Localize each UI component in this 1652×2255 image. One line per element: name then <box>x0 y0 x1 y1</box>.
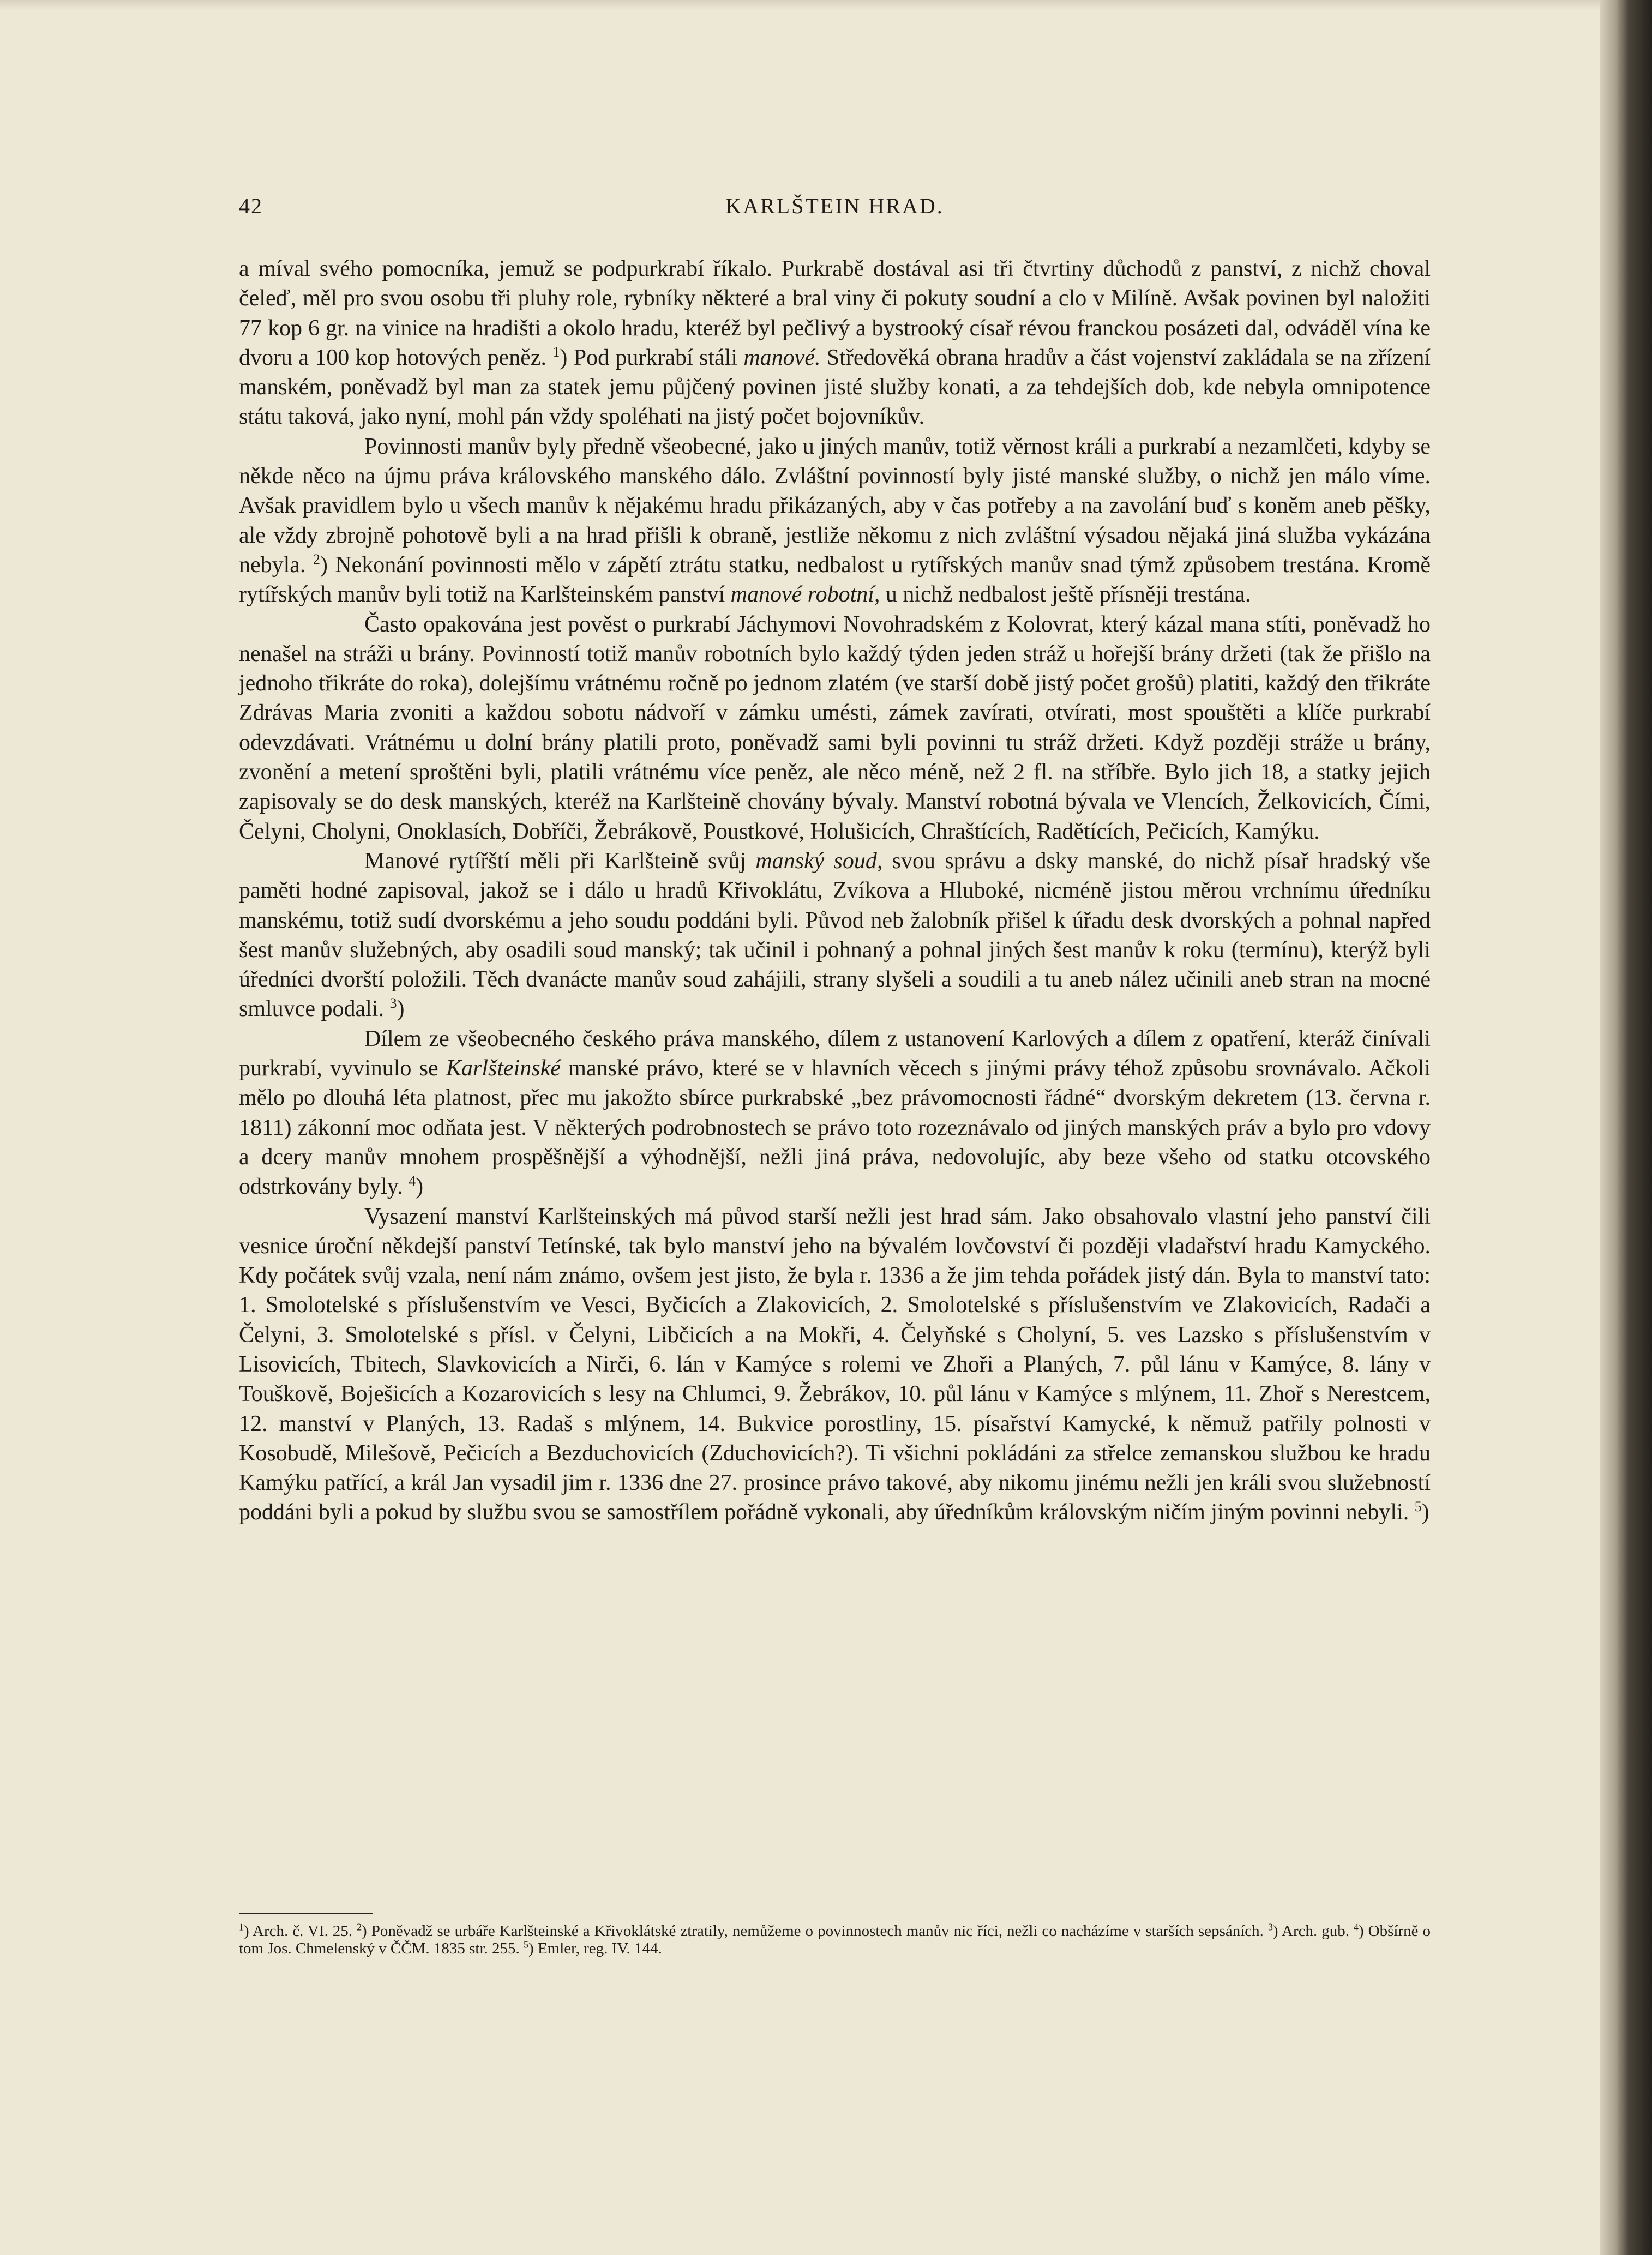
page-top-edge <box>0 0 1614 10</box>
italic-term: manové robotní, <box>730 582 880 608</box>
paragraph <box>239 1202 1431 1528</box>
text-run: ) <box>1421 1500 1429 1525</box>
text-run: ) Pod purkrabí stáli <box>560 345 744 370</box>
italic-term: manové. <box>743 345 821 370</box>
text-run: ) Poněvadž se urbáře Karlšteinské a Křivoklátské ztratily, nemůžeme o povinnostech manův nic říci, nežli co nacházíme v starších sepsáních. <box>362 1922 1268 1940</box>
footnote-marker: 1 <box>239 1921 244 1933</box>
paragraph <box>239 432 1431 610</box>
text-run: Často opakována jest pověst o purkrabí Jáchymovi Novohradském z Kolovrat, který kázal mana stíti, poněvadž ho nenašel na stráži u brány. Povinností totiž manův robotních bylo každý týden jeden stráž u hořejší brány držeti (tak že přišlo na jednoho třikráte do roka), dolejšímu vrátnému ročně po jednom zlatém (ve starší době jistý počet grošů) platiti, každý den třikráte Zdrávas Maria zvoniti a každou sobotu nádvoří v zámku umésti, zámek zavírati, otvírati, most spouštěti a klíče purkrabí odevzdávati. Vrátnému u dolní brány platili proto, poněvadž sami byli povinni tu stráž držeti. Když později stráže u brány, zvonění a metení sproštěni byli, platili vrátnému více peněz, ale něco méně, než 2 fl. na stříbře. Bylo jich 18, a statky jejich zapisovaly se do desk manských, kteréž na Karlšteině chovány bývaly. Manství robotná bývala ve Vlencích, Želkovicích, Čími, Čelyni, Cholyni, Onoklasích, Dobříči, Žebrákově, Poustkové, Holušicích, Chraštících, Radětících, Pečicích, Kamýku. <box>239 611 1431 844</box>
text-run: manské právo, které se v hlavních věcech s jinými právy téhož způsobu srovnávalo. Ačkoli mělo po dlouhá léta platnost, přec mu jakožto sbírce purkrabské „bez právomocnosti řádné“ dvorským dekretem (13. června r. 1811) zákonní moc odňata jest. V některých podrobnostech se právo toto rozeznávalo od jiných manských práv a bylo pro vdovy a dcery manův mnohem prospěšnější a výhodnější, nežli jiná práva, nedovolujíc, aby beze všeho od statku otcovského odstrkovány byly. <box>239 1056 1431 1200</box>
main-text <box>239 254 1431 1528</box>
footnote-marker: 2 <box>313 551 320 567</box>
paragraph <box>239 610 1431 846</box>
footnotes <box>239 1922 1431 1957</box>
footnote-marker: 1 <box>552 344 560 360</box>
footnote-marker: 3 <box>389 995 397 1012</box>
italic-term: manský soud, <box>755 848 883 874</box>
text-run: ) Obšírně o tom Jos. Chmelenský v ČČM. 1835 str. 255. <box>239 1922 1431 1957</box>
paragraph <box>239 846 1431 1024</box>
text-run: Povinnosti manův byly předně všeobecné, jako u jiných manův, totiž věrnost králi a purkrabí a nezamlčeti, kdyby se někde něco na újmu práva královského manského dálo. Zvláštní povinností byly jisté manské služby, o nichž jen málo víme. Avšak pravidlem bylo u všech manův k nějakému hradu přikázaných, aby v čas potřeby a na zavolání buď s koněm aneb pěšky, ale vždy zbrojně pohotově byli a na hrad přišli k obraně, jestliže někomu z nich zvláštní výsadou nějaká jiná služba vykázána nebyla. <box>239 434 1431 578</box>
text-run: ) <box>397 996 405 1022</box>
text-run: Vysazení manství Karlšteinských má původ starší nežli jest hrad sám. Jako obsahovalo vlastní jeho panství čili vesnice úroční někdejší panství Tetínské, tak bylo manství jeho na bývalém lovčovství či později vladařství hradu Kamyckého. Kdy počátek svůj vzala, není nám známo, ovšem jest jisto, že byla r. 1336 a že jim tehda pořádek jistý dán. Byla to manství tato: 1. Smolotelské s příslušenstvím ve Vesci, Byčicích a Zlakovicích, 2. Smolotelské s příslušenstvím ve Zlakovicích, Radači a Čelyni, 3. Smolotelské s přísl. v Čelyni, Libčicích a na Mokři, 4. Čelyňské s Cholyní, 5. ves Lazsko s příslušenstvím v Lisovicích, Tbitech, Slavkovicích a Nirči, 6. lán v Kamýce s rolemi ve Zhoři a Planých, 7. půl lánu v Kamýce, 8. lány v Touškově, Boješicích a Kozarovicích s lesy na Chlumci, 9. Žebrákov, 10. půl lánu v Kamýce s mlýnem, 11. Zhoř s Nerestcem, 12. manství v Planých, 13. Radaš s mlýnem, 14. Bukvice porostliny, 15. písařství Kamycké, k němuž patřily polnosti v Kosobudě, Milešově, Pečicích a Bezduchovicích (Zduchovicích?). Ti všichni pokládáni za střelce zemanskou službou ke hradu Kamýku patřící, a král Jan vysadil jim r. 1336 dne 27. prosince právo takové, aby nikomu jinému nežli jen králi svou služebností poddáni byli a pokud by službu svou se samostřílem pořádně vykonali, aby úředníkům královským ničím jiným povinni nebyli. <box>239 1204 1431 1525</box>
footnote-marker: 4 <box>1354 1921 1359 1933</box>
footnote-line <box>239 1922 1431 1957</box>
footnote-separator <box>239 1913 373 1914</box>
text-run: ) Arch. gub. <box>1272 1922 1354 1940</box>
text-run: Dílem ze všeobecného českého práva manského, dílem z ustanovení Karlových a dílem z opatření, kteráž činívali purkrabí, vyvinulo se <box>239 1026 1431 1081</box>
page-number: 42 <box>239 194 263 218</box>
paragraph <box>239 254 1431 432</box>
text-run: svou správu a dsky manské, do nichž písař hradský vše paměti hodné zapisoval, jakož se i dálo u hradů Křivoklátu, Zvíkova a Hluboké, nicméně jistou měrou vrchnímu úředníku manskému, totiž sudí dvorskému a jeho soudu poddáni byli. Původ neb žalobník přišel k úřadu desk dvorských a pohnal napřed šest manův služebných, aby osadili soud manský; tak učinil i pohnaný a pohnal jiných šest manův k roku (termínu), kterýž byli úředníci dvorští položili. Těch dvanácte manův soud zahájili, strany slyšeli a soudili a tu aneb nález učinili aneb stran na mocné smluvce podali. <box>239 848 1431 1022</box>
footnote-marker: 3 <box>1267 1921 1273 1933</box>
text-run: ) Emler, reg. IV. 144. <box>528 1940 662 1957</box>
page-header <box>239 193 1431 226</box>
footnote-marker: 5 <box>1414 1499 1422 1515</box>
paragraph <box>239 1024 1431 1202</box>
text-run: Středověká obrana hradův a část vojenství zakládala se na zřízení manském, poněvadž byl man za statek jemu půjčený povinen jisté služby konati, a za tehdejších dob, kde nebyla omnipotence státu taková, jako nyní, mohl pán vždy spoléhati na jistý počet bojovníkův. <box>239 345 1431 430</box>
text-run: Manové rytířští měli při Karlšteině svůj <box>364 848 756 874</box>
running-title: KARLŠTEIN HRAD. <box>725 194 944 218</box>
text-run: ) Arch. č. VI. 25. <box>243 1922 357 1940</box>
text-run: ) Nekonání povinnosti mělo v zápětí ztrátu statku, nedbalost u rytířských manův snad týmž způsobem trestána. Kromě rytířských manův byli totiž na Karlšteinském panství <box>239 552 1431 608</box>
text-run: a míval svého pomocníka, jemuž se podpurkrabí říkalo. Purkrabě dostával asi tři čtvrtiny důchodů z panství, z nichž choval čeleď, měl pro svou osobu tři pluhy role, rybníky některé a bral viny či pokuty soudní a clo v Milíně. Avšak povinen byl naložiti 77 kop 6 gr. na vinice na hradišti a okolo hradu, kteréž byl pečlivý a bystrooký císař révou franckou posázeti dal, odváděl vína ke dvoru a 100 kop hotových peněz. <box>239 256 1431 370</box>
footnote-marker: 2 <box>357 1921 362 1933</box>
text-run: u nichž nedbalost ještě přísněji trestána. <box>880 582 1251 608</box>
footnote-marker: 4 <box>409 1173 416 1189</box>
text-run: ) <box>416 1174 424 1200</box>
footnote-marker: 5 <box>524 1939 529 1950</box>
book-gutter <box>1600 0 1652 2255</box>
italic-term: Karlšteinské <box>446 1056 561 1081</box>
